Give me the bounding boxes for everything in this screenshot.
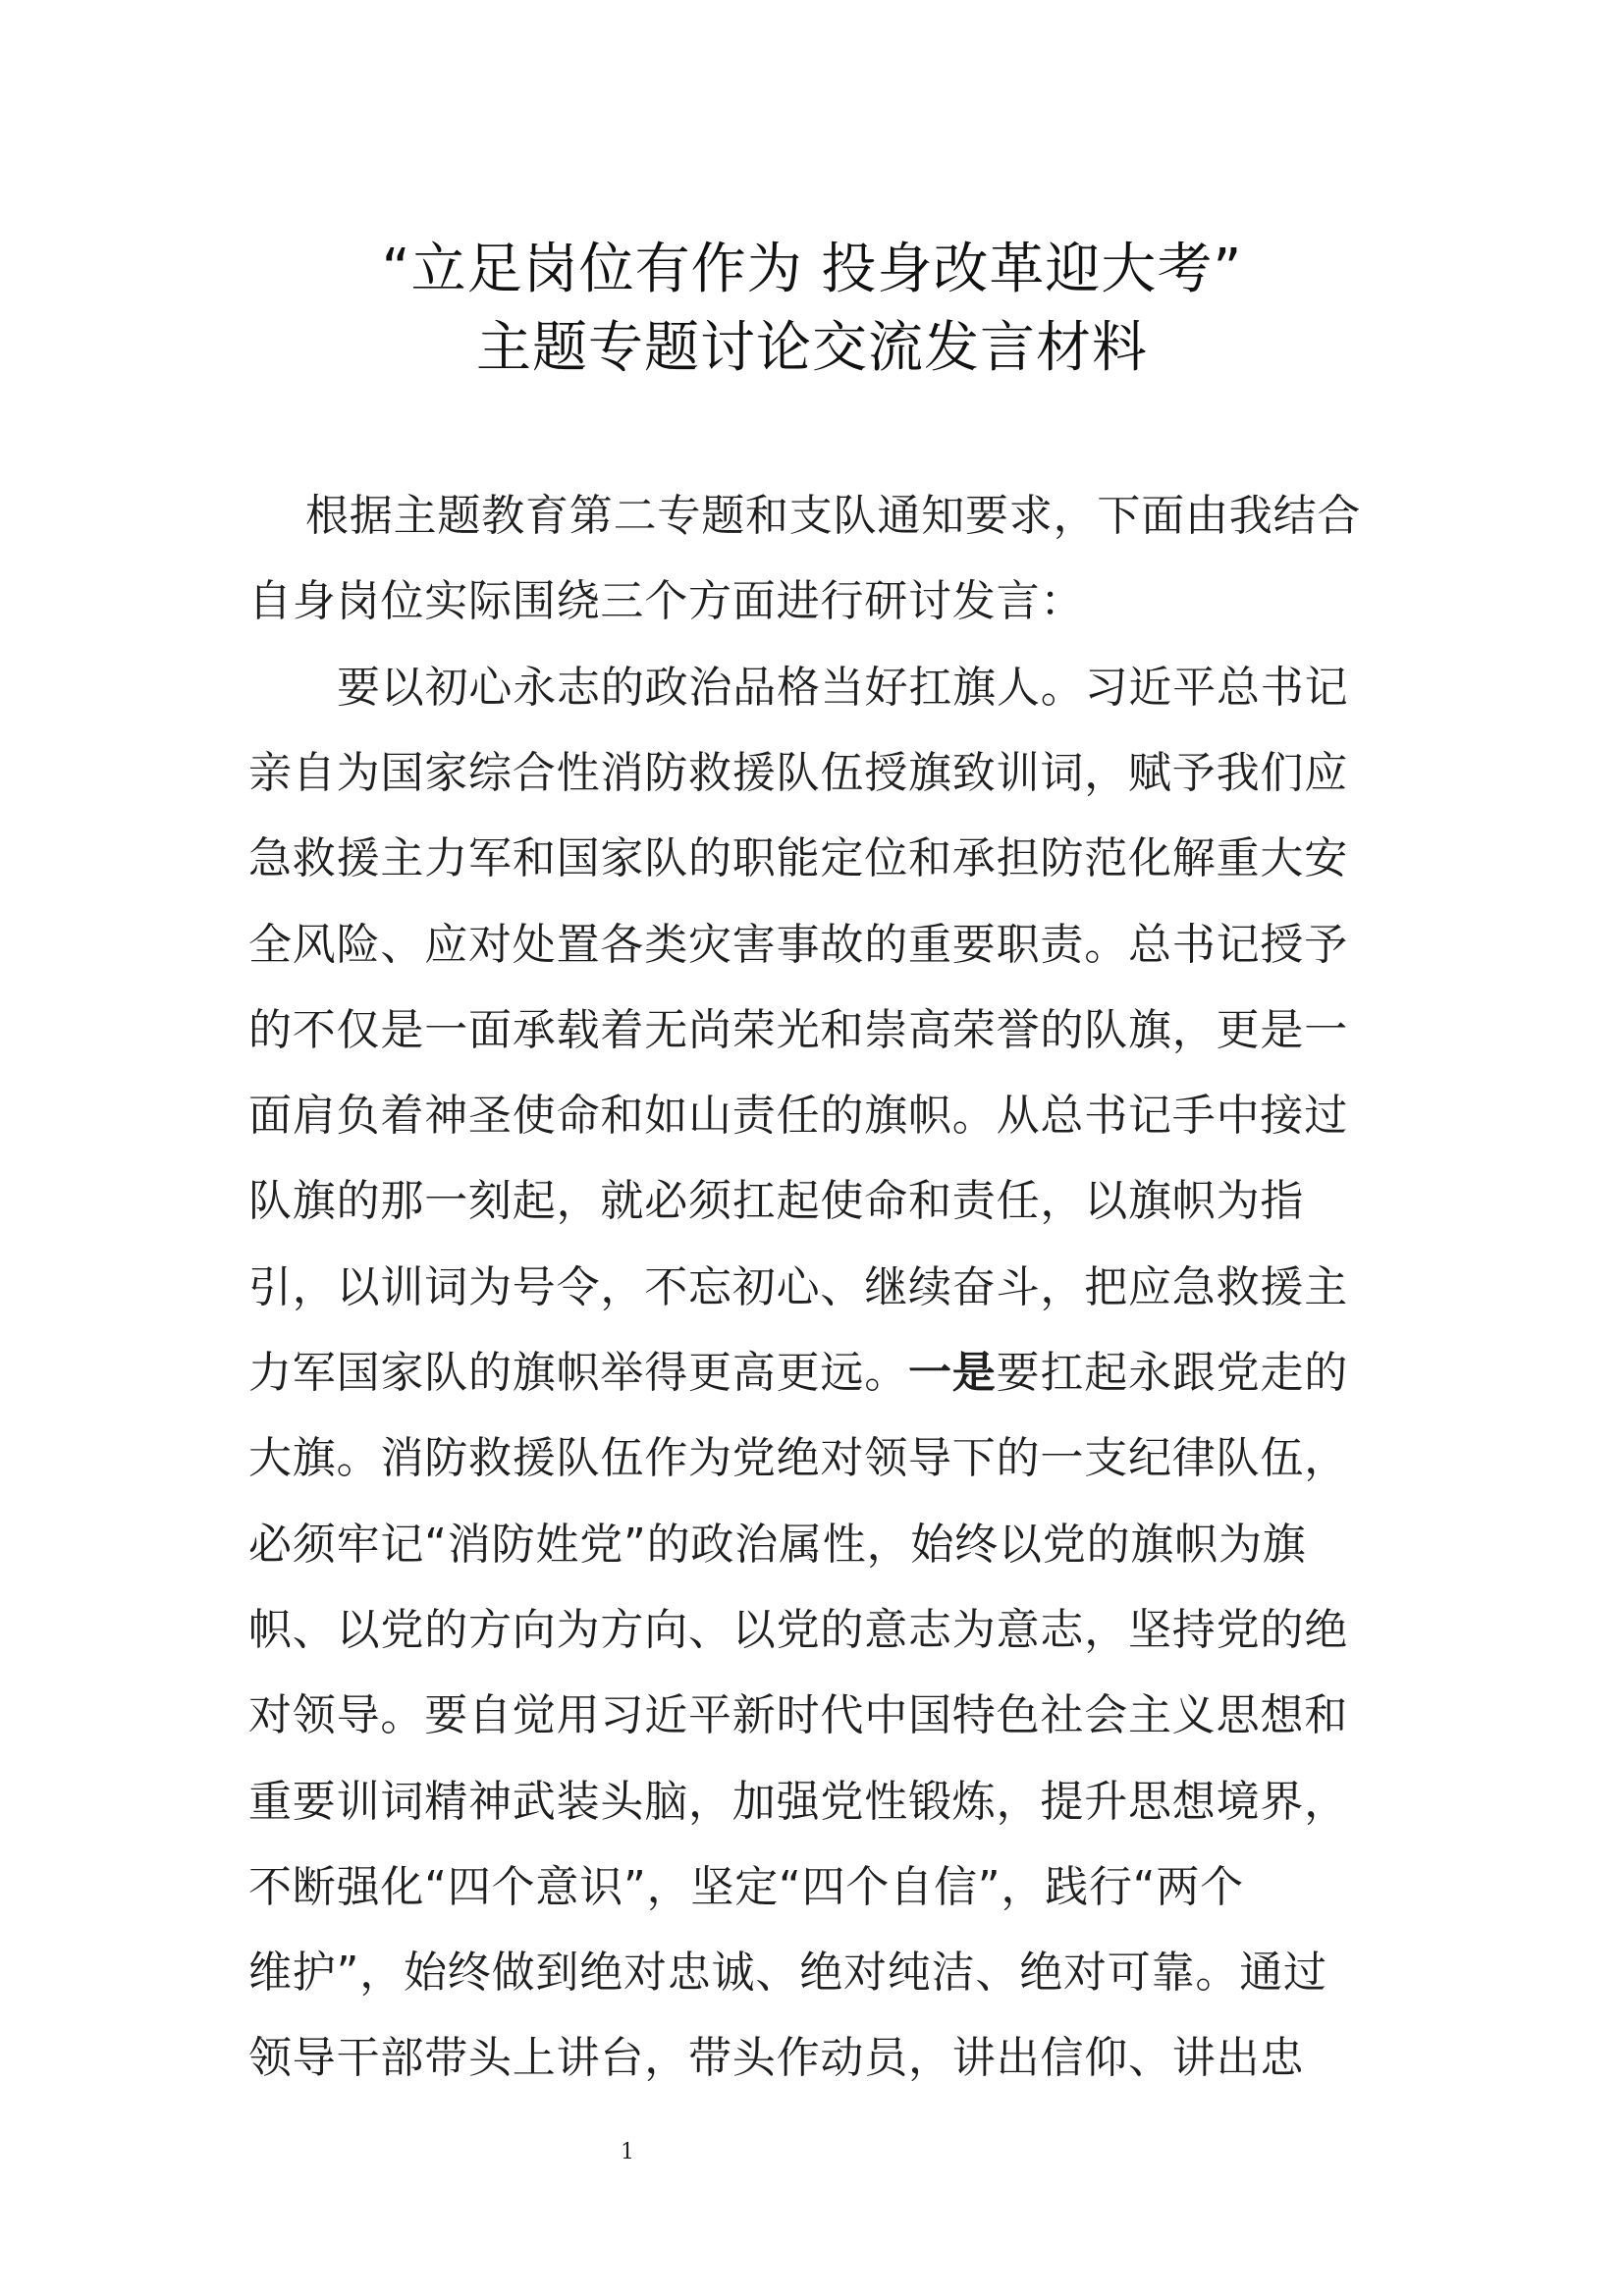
text-line (248, 1258, 1348, 1317)
text-line (248, 1686, 1348, 1745)
text-segment: 领导干部带头上讲台，带头作动员，讲出信仰、讲出忠 (248, 2033, 1305, 2084)
text-segment: 的不仅是一面承载着无尚荣光和崇高荣誉的队旗，更是一 (248, 1004, 1348, 1055)
text-segment: 维护”，始终做到绝对忠诚、绝对纯洁、绝对可靠。通过 (248, 1948, 1327, 1999)
text-segment: 根据主题教育第二专题和支队通知要求，下面由我结合 (305, 491, 1362, 541)
text-line (248, 1858, 1244, 1917)
text-segment: 要以初心永志的政治品格当好扛旗人。习近平总书记 (337, 662, 1349, 713)
text-segment: 面肩负着神圣使命和如山责任的旗帜。从总书记手中接过 (248, 1091, 1348, 1142)
text-line (248, 1516, 1307, 1575)
text-line (337, 659, 1348, 718)
text-segment: 要扛起永跟党走的 (996, 1348, 1349, 1398)
page-number: 1 (621, 2140, 634, 2164)
text-line (248, 2029, 1304, 2088)
text-line (305, 487, 1361, 546)
text-segment: 重要训词精神武装头脑，加强党性锻炼，提升思想境界， (248, 1776, 1348, 1827)
text-segment: 急救援主力军和国家队的职能定位和承担防范化解重大安 (248, 833, 1348, 884)
text-line (248, 1429, 1348, 1488)
bold-text: 一是 (908, 1348, 997, 1398)
text-line (248, 1344, 1348, 1403)
text-segment: 不断强化“四个意识”，坚定“四个自信”，践行“两个 (248, 1861, 1244, 1912)
text-line (248, 1087, 1348, 1146)
text-segment: 全风险、应对处置各类灾害事故的重要职责。总书记授予 (248, 919, 1348, 970)
text-segment: 大旗。消防救援队伍作为党绝对领导下的一支纪律队伍， (248, 1433, 1348, 1484)
text-segment: 对领导。要自觉用习近平新时代中国特色社会主义思想和 (248, 1690, 1348, 1741)
text-segment: 必须牢记“消防姓党”的政治属性，始终以党的旗帜为旗 (248, 1519, 1307, 1570)
title-line-1: “立足岗位有作为 投身改革迎大考” (381, 238, 1243, 301)
text-line (248, 1601, 1348, 1660)
text-segment: 引，以训词为号令，不忘初心、继续奋斗，把应急救援主 (248, 1261, 1348, 1312)
text-line (248, 744, 1348, 803)
text-line (248, 1773, 1348, 1832)
text-line (248, 1172, 1304, 1231)
text-line (248, 829, 1348, 888)
text-segment: 力军国家队的旗帜举得更高更远。 (248, 1348, 908, 1398)
text-line (248, 1944, 1327, 2002)
title-line-2: 主题专题讨论交流发言材料 (476, 316, 1148, 380)
text-segment: 队旗的那一刻起，就必须扛起使命和责任，以旗帜为指 (248, 1176, 1305, 1227)
text-line (248, 572, 1084, 631)
text-segment: 亲自为国家综合性消防救援队伍授旗致训词，赋予我们应 (248, 747, 1348, 798)
text-segment: 帜、以党的方向为方向、以党的意志为意志，坚持党的绝 (248, 1604, 1348, 1655)
text-segment: 自身岗位实际围绕三个方面进行研讨发言： (248, 576, 1085, 627)
text-line (248, 1001, 1348, 1060)
text-line (248, 916, 1348, 975)
